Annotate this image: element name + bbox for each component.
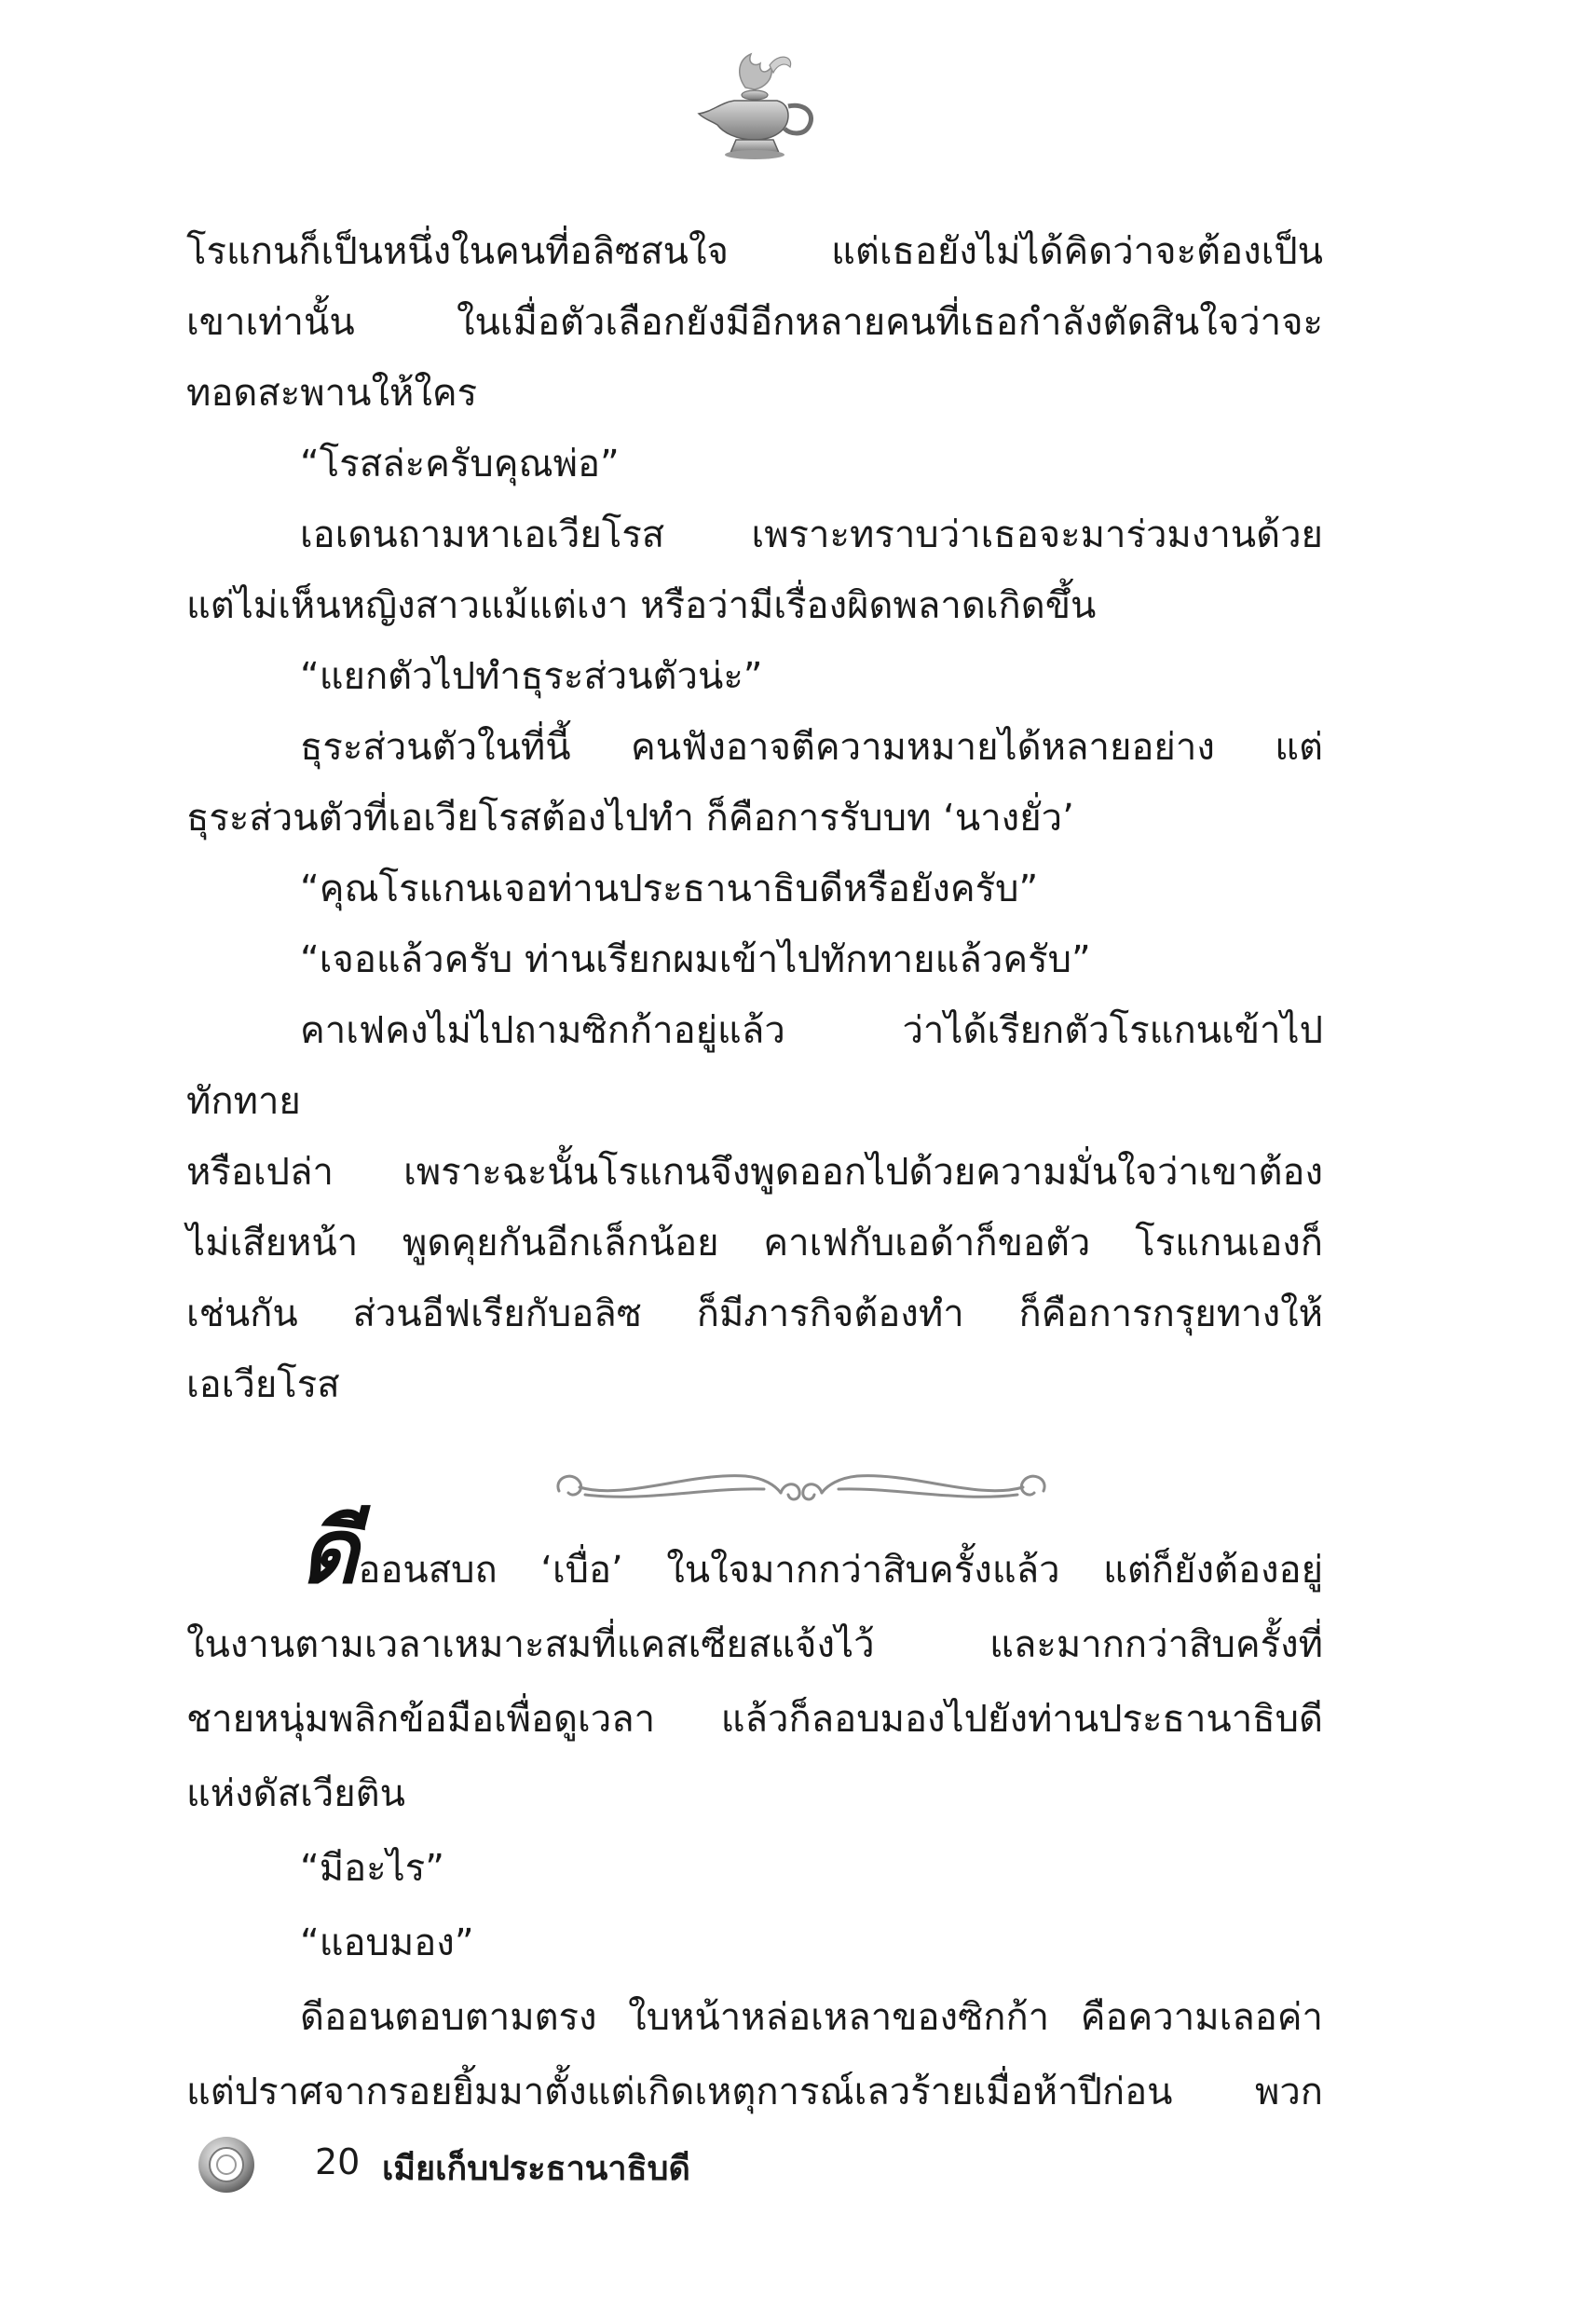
text-line: ทอดสะพานให้ใคร [186,372,478,415]
text-line: ธุระส่วนตัวในที่นี้ คนฟังอาจตีความหมายได้หลายอย่าง แต่ [300,726,1323,769]
text-line: เช่นกัน ส่วนอีฟเรียกับอลิซ ก็มีภารกิจต้องทำ ก็คือการกรุยทางให้ [186,1292,1323,1335]
body-text-block-1 [186,216,1323,1420]
text-line: โรแกนก็เป็นหนึ่งในคนที่อลิซสนใจ แต่เธอยังไม่ได้คิดว่าจะต้องเป็น [186,230,1323,273]
text-line: ธุระส่วนตัวที่เอเวียโรสต้องไปทำ ก็คือการรับบท ‘นางยั่ว’ [186,797,1074,840]
text-line: เขาเท่านั้น ในเมื่อตัวเลือกยังมีอีกหลายคนที่เธอกำลังตัดสินใจว่าจะ [186,301,1323,344]
book-title: เมียเก็บประธานาธิบดี [382,2150,690,2188]
dialogue-line: “แยกตัวไปทำธุระส่วนตัวน่ะ” [300,655,763,698]
dialogue-line: “โรสล่ะครับคุณพ่อ” [300,443,620,485]
first-line-text: ออนสบถ ‘เบื่อ’ ในใจมากกว่าสิบครั้งแล้ว แต่ก็ยังต้องอยู่ [358,1549,1323,1592]
text-line [186,1498,1323,1607]
text-line: ในงานตามเวลาเหมาะสมที่แคสเซียสแจ้งไว้ และมากกว่าสิบครั้งที่ [186,1623,1323,1666]
page-footer [196,2134,1034,2190]
text-line: คาเฟคงไม่ไปถามซิกก้าอยู่แล้ว ว่าได้เรียกตัวโรแกนเข้าไปทักทาย [186,1009,1323,1123]
text-line: หรือเปล่า เพราะฉะนั้นโรแกนจึงพูดออกไปด้วยความมั่นใจว่าเขาต้อง [186,1151,1323,1194]
text-line: แต่ไม่เห็นหญิงสาวแม้แต่เงา หรือว่ามีเรื่องผิดพลาดเกิดขึ้น [186,584,1097,627]
page-number: 20 [315,2141,361,2182]
dialogue-line: “แอบมอง” [300,1921,474,1964]
text-line: แต่ปราศจากรอยยิ้มมาตั้งแต่เกิดเหตุการณ์เลวร้ายเมื่อห้าปีก่อน พวก [186,2071,1323,2113]
scroll-flourish-icon [540,1454,1062,1519]
genie-lamp-icon [680,47,829,168]
round-badge-icon [196,2134,257,2195]
text-line: ไม่เสียหน้า พูดคุยกันอีกเล็กน้อย คาเฟกับเอด้าก็ขอตัว โรแกนเองก็ [186,1222,1323,1265]
dialogue-line: “มีอะไร” [300,1847,444,1890]
dialogue-line: “เจอแล้วครับ ท่านเรียกผมเข้าไปทักทายแล้วครับ” [300,938,1091,981]
text-line: ดีออนตอบตามตรง ใบหน้าหล่อเหลาของซิกก้า คือความเลอค่า [300,1996,1323,2039]
drop-cap: ดี [300,1498,359,1604]
text-line: เอเดนถามหาเอเวียโรส เพราะทราบว่าเธอจะมาร่วมงานด้วย [300,513,1323,556]
text-line: แห่งดัสเวียติน [186,1772,405,1815]
dialogue-line: “คุณโรแกนเจอท่านประธานาธิบดีหรือยังครับ” [300,868,1039,910]
text-line: เอเวียโรส [186,1363,340,1406]
body-text-block-2 [186,1498,1323,2129]
text-line: ชายหนุ่มพลิกข้อมือเพื่อดูเวลา แล้วก็ลอบมองไปยังท่านประธานาธิบดี [186,1698,1323,1741]
